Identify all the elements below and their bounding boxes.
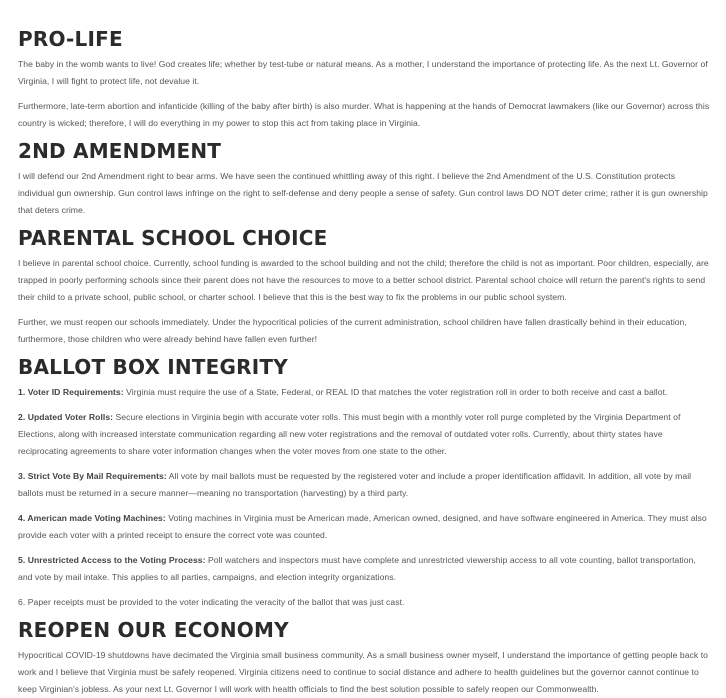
item-label: 2. Updated Voter Rolls: (18, 412, 114, 422)
item-text: Virginia must require the use of a State, Federal, or REAL ID that matches the voter registration roll in order to both receive and cast a ballot. (123, 387, 668, 397)
section-heading: BALLOT BOX INTEGRITY (18, 355, 288, 379)
section-reopen-our-economy (18, 619, 712, 698)
item-text: Poll watchers and inspectors must have complete and unrestricted viewership access to all vote counting, ballot transportation, and vote by mail intake. This applies to all parties, campaigns, and election integrity organizations. (18, 555, 696, 582)
item-text: Secure elections in Virginia begin with accurate voter rolls. This must begin with a monthly voter roll purge completed by the Virginia Department of Elections, along with increased interstate communication regarding all new voter registrations and the removal of outdated voter rolls. Currently, about thirty states have reciprocating agreements to share voter information changes when the voter moves from one state to the other. (18, 412, 681, 456)
list-item (18, 552, 712, 586)
paragraph: Hypocritical COVID-19 shutdowns have decimated the Virginia small business community. As a small business owner myself, I understand the importance of getting people back to work and I believe that Virginia must be safely reopened. Virginia citizens need to continue to social distance and adhere to health guidelines but the governor cannot continue to keep Virginian's jobless. As your next Lt. Governor I will work with health officials to find the best solution possible to safely reopen our Commonwealth. (18, 650, 708, 694)
paragraph: I believe in parental school choice. Currently, school funding is awarded to the school building and not the child; therefore the child is not as important. Poor children, especially, are trapped in poorly performing schools since their parent does not have the resources to move to a better school district. Parental school choice will return the parent's rights to send their child to a private school, public school, or charter school. I believe that this is the best way to fix the problems in our public school system. (18, 258, 709, 302)
list-item (18, 510, 712, 544)
section-heading: REOPEN OUR ECONOMY (18, 618, 289, 642)
list-item (18, 409, 712, 460)
section-heading: 2ND AMENDMENT (18, 139, 222, 163)
item-text: Voting machines in Virginia must be American made, American owned, designed, and have software engineered in America. They must also provide each voter with a printed receipt to ensure the correct vote was counted. (18, 513, 707, 540)
paragraph: I will defend our 2nd Amendment right to bear arms. We have seen the continued whittling away of this right. I believe the 2nd Amendment of the U.S. Constitution protects individual gun ownership. Gun control laws infringe on the right to self-defense and deny people a sense of safety. Gun control laws DO NOT deter crime; rather it is gun ownership that deters crime. (18, 171, 708, 215)
item-text: All vote by mail ballots must be requested by the registered voter and include a proper identification affidavit. In addition, all vote by mail ballots must be returned in a secure manner—meaning no transportation (harvesting) by a third party. (18, 471, 692, 498)
section-parental-school-choice (18, 227, 712, 348)
paragraph: Further, we must reopen our schools immediately. Under the hypocritical policies of the current administration, school children have fallen drastically behind in their education, furthermore, those children who were already behind have fallen even further! (18, 317, 687, 344)
item-label: 3. Strict Vote By Mail Requirements: (18, 471, 167, 481)
list-item (18, 384, 712, 401)
item-label: 4. American made Voting Machines: (18, 513, 166, 523)
item-label: 1. Voter ID Requirements: (18, 387, 124, 397)
list-item (18, 468, 712, 502)
list-item (18, 594, 712, 611)
paragraph: The baby in the womb wants to live! God creates life; whether by test-tube or natural means. As a mother, I understand the importance of protecting life. As the next Lt. Governor of Virginia, I will fight to protect life, not devalue it. (18, 59, 708, 86)
item-label: 5. Unrestricted Access to the Voting Process: (18, 555, 206, 565)
section-pro-life (18, 28, 712, 132)
paragraph: Furthermore, late-term abortion and infanticide (killing of the baby after birth) is also murder. What is happening at the hands of Democrat lawmakers (like our Governor) across this country is wicked; therefore, I will do everything in my power to stop this act from taking place in Virginia. (18, 101, 710, 128)
section-heading: PARENTAL SCHOOL CHOICE (18, 226, 328, 250)
section-heading: PRO-LIFE (18, 27, 123, 51)
section-2nd-amendment (18, 140, 712, 219)
section-ballot-box-integrity (18, 356, 712, 611)
item-text: 6. Paper receipts must be provided to the voter indicating the veracity of the ballot that was just cast. (18, 597, 405, 607)
